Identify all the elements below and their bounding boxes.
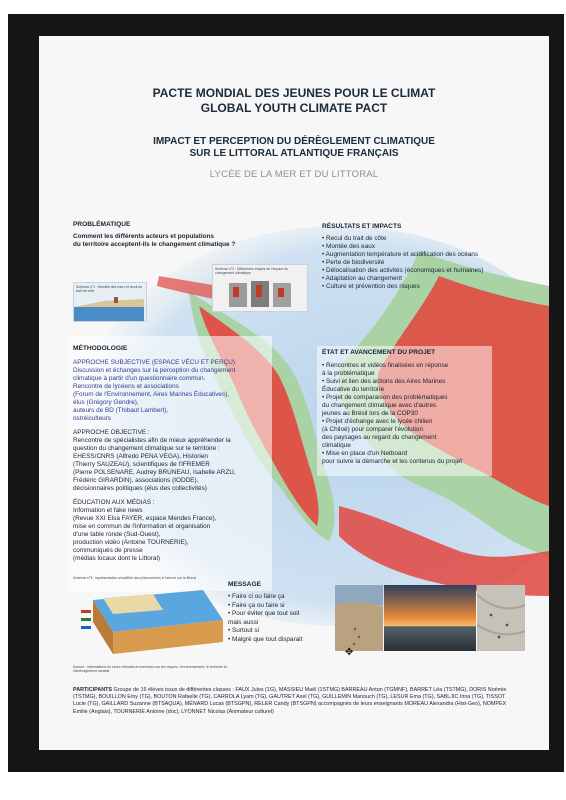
text-line: décisionnaires politiques (élus des collectivités) — [73, 485, 207, 492]
text-line: (Thierry SAUZEAU), scientifiques de l'IFREMER — [73, 461, 210, 468]
title-en: GLOBAL YOUTH CLIMATE PACT — [200, 101, 388, 115]
list-item: • Culture et prévention des risques — [322, 283, 420, 290]
list-item: jeunes au Brésil lors de la COP30 — [322, 410, 418, 417]
figure-3-graphic — [73, 580, 233, 660]
figure-1-diagram — [73, 282, 147, 322]
problematique-question-1: Comment les différents acteurs et populations — [73, 233, 214, 240]
text-line: Discussion et échanges sur la perception du changement — [73, 367, 236, 374]
figure-3-caption: Schéma n°3 : représentation simplifiée des phénomènes à l'œuvre sur le littoral — [73, 576, 197, 580]
list-item: climatique — [322, 442, 351, 449]
problematique-heading: PROBLÉMATIQUE — [73, 221, 131, 228]
list-item: à la problématique — [322, 370, 375, 377]
list-item: du changement climatique avec d'autres — [322, 402, 437, 409]
list-item: • Montée des eaux — [322, 243, 376, 250]
figure-1-caption: Schéma n°1 : Montée des eaux et recul du trait de côte — [76, 285, 143, 293]
list-item: • Projet d'échange avec le lycée chilien — [322, 418, 433, 425]
subtitle-line-2: SUR LE LITTORAL ATLANTIQUE FRANÇAIS — [189, 148, 399, 159]
text-line: (Pierre POLSENARE, Audrey BRUNEAU, Isabelle ARZU, — [73, 469, 236, 476]
text-line: communiqués de presse — [73, 547, 143, 554]
participants-label: PARTICIPANTS — [73, 687, 113, 693]
list-item: • Malgré que tout disparait — [228, 635, 303, 643]
list-item: des paysages au regard du changement — [322, 434, 437, 441]
text-line: auteurs de BD (Thibaut Lambert), — [73, 407, 169, 414]
text-line: (médias locaux dont le Littoral) — [73, 555, 161, 562]
text-line: climatique à partir d'un questionnaire commun. — [73, 375, 206, 382]
list-item: • Suivi et lien des actions des Aires Marines — [322, 378, 446, 385]
text-line: d'une table ronde (Sud-Ouest), — [73, 531, 161, 538]
text-line: question du changement climatique sur le territoire : — [73, 445, 220, 452]
list-item: mais aussi — [228, 618, 259, 626]
list-item: • Projet de comparaison des problématiques — [322, 394, 448, 401]
message-heading: MESSAGE — [228, 581, 261, 588]
school-name: LYCÉE DE LA MER ET DU LITTORAL — [209, 169, 379, 180]
resultats-heading: RÉSULTATS ET IMPACTS — [322, 223, 402, 230]
resultats-section — [322, 223, 537, 291]
text-line: ÉDUCATION AUX MÉDIAS : — [73, 499, 155, 506]
list-item: • Délocalisation des activités (économiques et humaines) — [322, 267, 484, 274]
approche-objective — [73, 429, 273, 493]
list-item: • Pour éviter que tout soit — [228, 610, 300, 617]
list-item: pour suivre la démarche et les contenus du projet — [322, 458, 462, 465]
list-item: • Mise en place d'un Netboard — [322, 450, 408, 457]
text-line: Information et fake news — [73, 507, 143, 514]
figure-2-graphic — [213, 277, 305, 311]
text-line: APPROCHE OBJECTIVE : — [73, 429, 150, 436]
etat-list — [322, 362, 522, 466]
text-line: (Forum de l'Environnement, Aires Marines Éducatives), — [73, 391, 230, 398]
photo-dune-footprints — [335, 585, 383, 651]
list-item: • Faire ça ou faire si — [228, 601, 285, 609]
text-line: APPROCHE SUBJECTIVE (ESPACE VÉCU ET PERÇU) — [73, 359, 236, 366]
list-item: Éducative du territoire — [322, 386, 385, 393]
subtitle-line-1: IMPACT ET PERCEPTION DU DÉRÈGLEMENT CLIMATIQUE — [153, 136, 435, 147]
figure-2-diagram — [212, 264, 308, 312]
problematique-section — [73, 221, 303, 249]
list-item: • Augmentation température et acidification des océans — [322, 251, 479, 258]
figure-3-diagram — [73, 576, 233, 676]
list-item: • Adaptation au changement — [322, 275, 403, 282]
move-cursor-icon: ✥ — [345, 647, 354, 658]
text-line: Frédéric GIRARDIN), associations (IODDE), — [73, 477, 199, 484]
etat-heading: ÉTAT ET AVANCEMENT DU PROJET — [322, 349, 436, 356]
participants-section — [73, 687, 513, 716]
text-line: ostréiculteurs — [73, 415, 112, 422]
education-medias — [73, 499, 273, 563]
list-item: • Recul du trait de côte — [322, 235, 387, 242]
approche-subjective — [73, 359, 273, 423]
resultats-list — [322, 235, 537, 291]
list-item: (à Chiloé) pour comparer l'évolution — [322, 426, 424, 433]
text-line: Rencontre de spécialistes afin de mieux appréhender la — [73, 437, 231, 444]
title-fr: PACTE MONDIAL DES JEUNES POUR LE CLIMAT — [152, 86, 436, 100]
participants-text: Groupe de 16 élèves issus de différentes classes : FAUX Jules (1G), MASSIEU Maël (1STMG) BARREAU Anton (TGMNF), BARRET Léa (TSTMG), DORIS Noémie (TSTMG), BOUILLON Emy (TG), BOUTON Rafaelle (TG), CARROLA Lyam (TG), GAUTRET Axel (TG), GUILLEMIN Manouch (TG), LESUR Ema (TG), SABLJIC Irina (TG), TISSOT Lucie (TG), GAILLARD Suzanne (BTSAQUA), MÉNARD Lucas (BTSGPN), RELER Candy (BTSGPN) accompagnés de leurs enseignants MOREAU Alexandra (Hist-Geo), NOMPEX Emilie (Anglais), TOURNERIE Antoine (doc), LYONNET Nicolas (Animateur culturel) — [73, 687, 507, 715]
etat-section — [322, 349, 522, 466]
photo-sunset-beach — [384, 585, 476, 651]
list-item: • Faire ci ou faire ça — [228, 593, 285, 600]
problematique-question-2: du territoire acceptent-ils le changement climatique ? — [73, 241, 236, 248]
list-item: • Perte de biodiversité — [322, 259, 385, 266]
figure-2-caption: Schéma n°2 : Différentes étapes de l'impact du changement climatique — [215, 267, 288, 275]
figure-3-source: Source : informations du cours d'études et exercices sur les risques, l'environnement, le territoire et l'aménagement durable — [73, 665, 227, 673]
message-list — [228, 593, 338, 644]
poster — [39, 36, 549, 750]
poster-frame — [8, 14, 564, 772]
photo-sand-tracks — [477, 585, 525, 651]
text-line: (Revue XXI Elsa FAYER, espace Mendes France), — [73, 515, 217, 522]
methodologie-section — [73, 345, 273, 568]
text-line: Rencontre de lycéens et associations — [73, 383, 179, 390]
methodologie-heading: MÉTHODOLOGIE — [73, 345, 128, 352]
text-line: élus (Grégory Gendre), — [73, 399, 139, 406]
text-line: EHESS/CNRS (Alfredo PENA VEGA), Historien — [73, 453, 208, 460]
text-line: mise en commun de l'information et organisation — [73, 523, 211, 530]
figure-1-graphic — [74, 295, 144, 321]
list-item: • Surtout si — [228, 627, 260, 634]
message-section — [228, 581, 338, 644]
text-line: production vidéo (Antoine TOURNERIE), — [73, 539, 189, 546]
list-item: • Rencontres et vidéos finalisées en réponse — [322, 362, 449, 369]
